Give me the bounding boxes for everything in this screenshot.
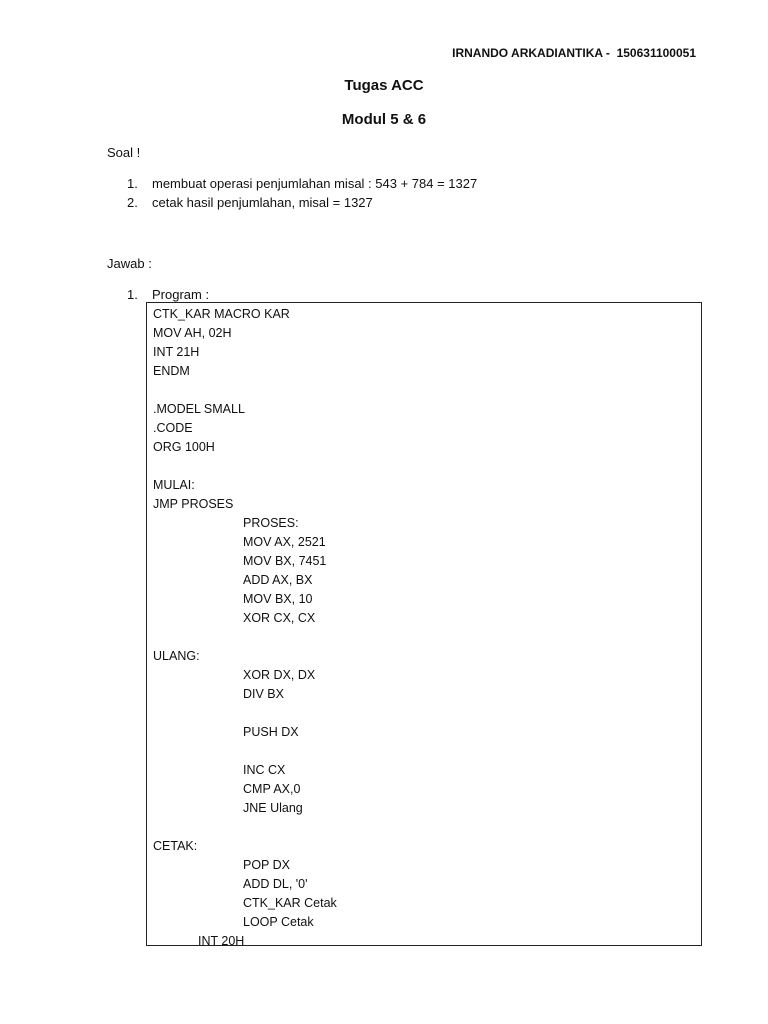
code-line — [153, 628, 697, 647]
document-subtitle: Modul 5 & 6 — [341, 111, 427, 128]
document-title: Tugas ACC — [344, 77, 424, 94]
author-header: IRNANDO ARKADIANTIKA - 150631100051 — [452, 46, 696, 60]
jawab-label: Jawab : — [107, 256, 152, 271]
list-number: 1. — [127, 287, 138, 302]
code-line: ADD AX, BX — [243, 573, 313, 587]
program-heading: Program : — [152, 287, 210, 302]
code-line: CETAK: — [153, 839, 198, 853]
code-line — [153, 381, 697, 400]
code-line — [153, 704, 697, 723]
code-line: INC CX — [243, 763, 286, 777]
code-box — [146, 302, 702, 946]
code-line: MOV BX, 10 — [243, 592, 313, 606]
code-line: MULAI: — [153, 478, 195, 492]
code-line: XOR DX, DX — [243, 668, 316, 682]
code-line: INT 20H — [198, 934, 245, 948]
code-line: JNE Ulang — [243, 801, 303, 815]
list-item — [107, 174, 477, 193]
code-line: MOV AX, 2521 — [243, 535, 326, 549]
list-number: 2. — [127, 195, 138, 210]
list-text: membuat operasi penjumlahan misal : 543 + 784 = 1327 — [152, 176, 478, 191]
code-line: PROSES: — [243, 516, 299, 530]
code-line: POP DX — [243, 858, 291, 872]
list-text: cetak hasil penjumlahan, misal = 1327 — [152, 195, 373, 210]
code-line: XOR CX, CX — [243, 611, 316, 625]
code-line: MOV AH, 02H — [153, 326, 232, 340]
list-number: 1. — [127, 176, 138, 191]
soal-label: Soal ! — [107, 145, 141, 160]
code-line: INT 21H — [153, 345, 200, 359]
code-line: ENDM — [153, 364, 190, 378]
list-item — [107, 193, 477, 212]
code-line: JMP PROSES — [153, 497, 234, 511]
code-line: ULANG: — [153, 649, 200, 663]
code-line — [153, 742, 697, 761]
code-line: CMP AX,0 — [243, 782, 301, 796]
code-line: CTK_KAR Cetak — [243, 896, 337, 910]
code-line: DIV BX — [243, 687, 284, 701]
code-line: CTK_KAR MACRO KAR — [153, 307, 290, 321]
code-line — [153, 457, 697, 476]
code-line: ORG 100H — [153, 440, 215, 454]
code-listing — [153, 305, 697, 951]
question-list — [107, 174, 477, 212]
code-line: .MODEL SMALL — [153, 402, 245, 416]
code-line: MOV BX, 7451 — [243, 554, 327, 568]
code-line: PUSH DX — [243, 725, 299, 739]
code-line: .CODE — [153, 421, 193, 435]
code-line — [153, 818, 697, 837]
code-line: ADD DL, '0' — [243, 877, 308, 891]
code-line: LOOP Cetak — [243, 915, 314, 929]
